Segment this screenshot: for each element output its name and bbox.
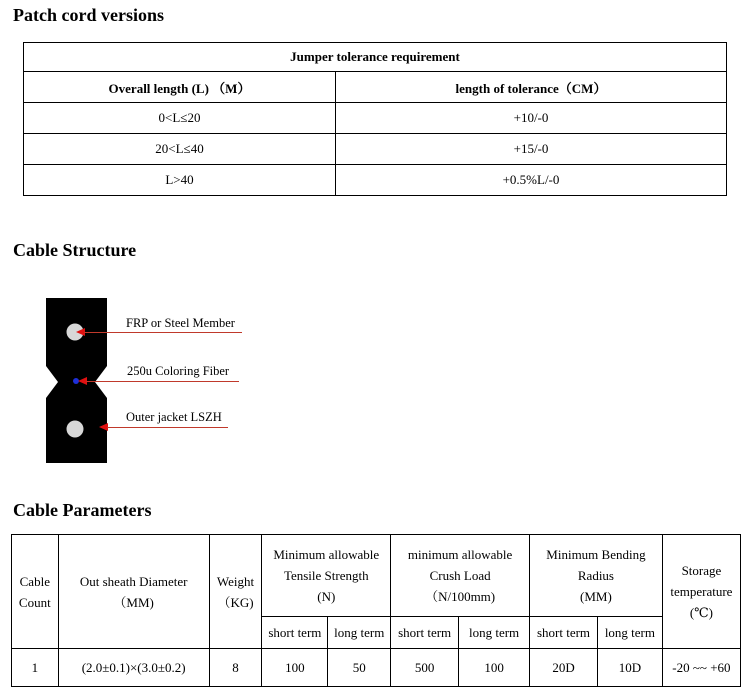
- col-storage: Storage temperature (℃): [662, 535, 740, 649]
- col-tolerance: length of tolerance（CM）: [336, 72, 727, 103]
- value-crush-short: 500: [391, 649, 459, 687]
- col-overall-length: Overall length (L) （M）: [24, 72, 336, 103]
- value-count: 1: [12, 649, 59, 687]
- tensile-short: short term: [262, 617, 328, 649]
- value-tensile-long: 50: [328, 649, 391, 687]
- table-row: [24, 103, 727, 134]
- cable-structure-heading: Cable Structure: [13, 240, 137, 260]
- tolerance-title: Jumper tolerance requirement: [24, 43, 727, 72]
- crush-short: short term: [391, 617, 459, 649]
- tolerance-table: [23, 42, 727, 196]
- cable-parameters-heading: Cable Parameters: [13, 500, 152, 520]
- parameters-table: [11, 534, 741, 687]
- table-row: [24, 165, 727, 196]
- leader-line-jacket: [107, 427, 228, 428]
- tensile-long: long term: [328, 617, 391, 649]
- label-fiber: 250u Coloring Fiber: [127, 364, 230, 378]
- value-tensile-short: 100: [262, 649, 328, 687]
- table-row: [12, 649, 741, 687]
- bending-long: long term: [597, 617, 662, 649]
- crush-long: long term: [459, 617, 530, 649]
- col-crush: minimum allowable Crush Load （N/100mm): [391, 535, 530, 617]
- value-crush-long: 100: [459, 649, 530, 687]
- value-bending-long: 10D: [597, 649, 662, 687]
- length-cell: 20<L≤40: [24, 134, 336, 165]
- value-storage: -20 ~~ +60: [662, 649, 740, 687]
- leader-line-fiber: [86, 381, 239, 382]
- tolerance-cell: +0.5%L/-0: [336, 165, 727, 196]
- value-bending-short: 20D: [530, 649, 598, 687]
- length-cell: 0<L≤20: [24, 103, 336, 134]
- col-weight: Weight （KG): [209, 535, 262, 649]
- table-row: [24, 134, 727, 165]
- bending-short: short term: [530, 617, 598, 649]
- leader-line-frp: [84, 332, 242, 333]
- label-jacket: Outer jacket LSZH: [126, 410, 222, 424]
- strength-member-bottom: [67, 421, 84, 438]
- col-tensile: Minimum allowable Tensile Strength (N): [262, 535, 391, 617]
- col-bending: Minimum Bending Radius (MM): [530, 535, 663, 617]
- tolerance-cell: +10/-0: [336, 103, 727, 134]
- col-sheath-diameter: Out sheath Diameter （MM): [58, 535, 209, 649]
- length-cell: L>40: [24, 165, 336, 196]
- value-sheath: (2.0±0.1)×(3.0±0.2): [58, 649, 209, 687]
- label-frp: FRP or Steel Member: [126, 316, 235, 330]
- patch-cord-heading: Patch cord versions: [13, 5, 164, 25]
- col-cable-count: Cable Count: [12, 535, 59, 649]
- value-weight: 8: [209, 649, 262, 687]
- tolerance-cell: +15/-0: [336, 134, 727, 165]
